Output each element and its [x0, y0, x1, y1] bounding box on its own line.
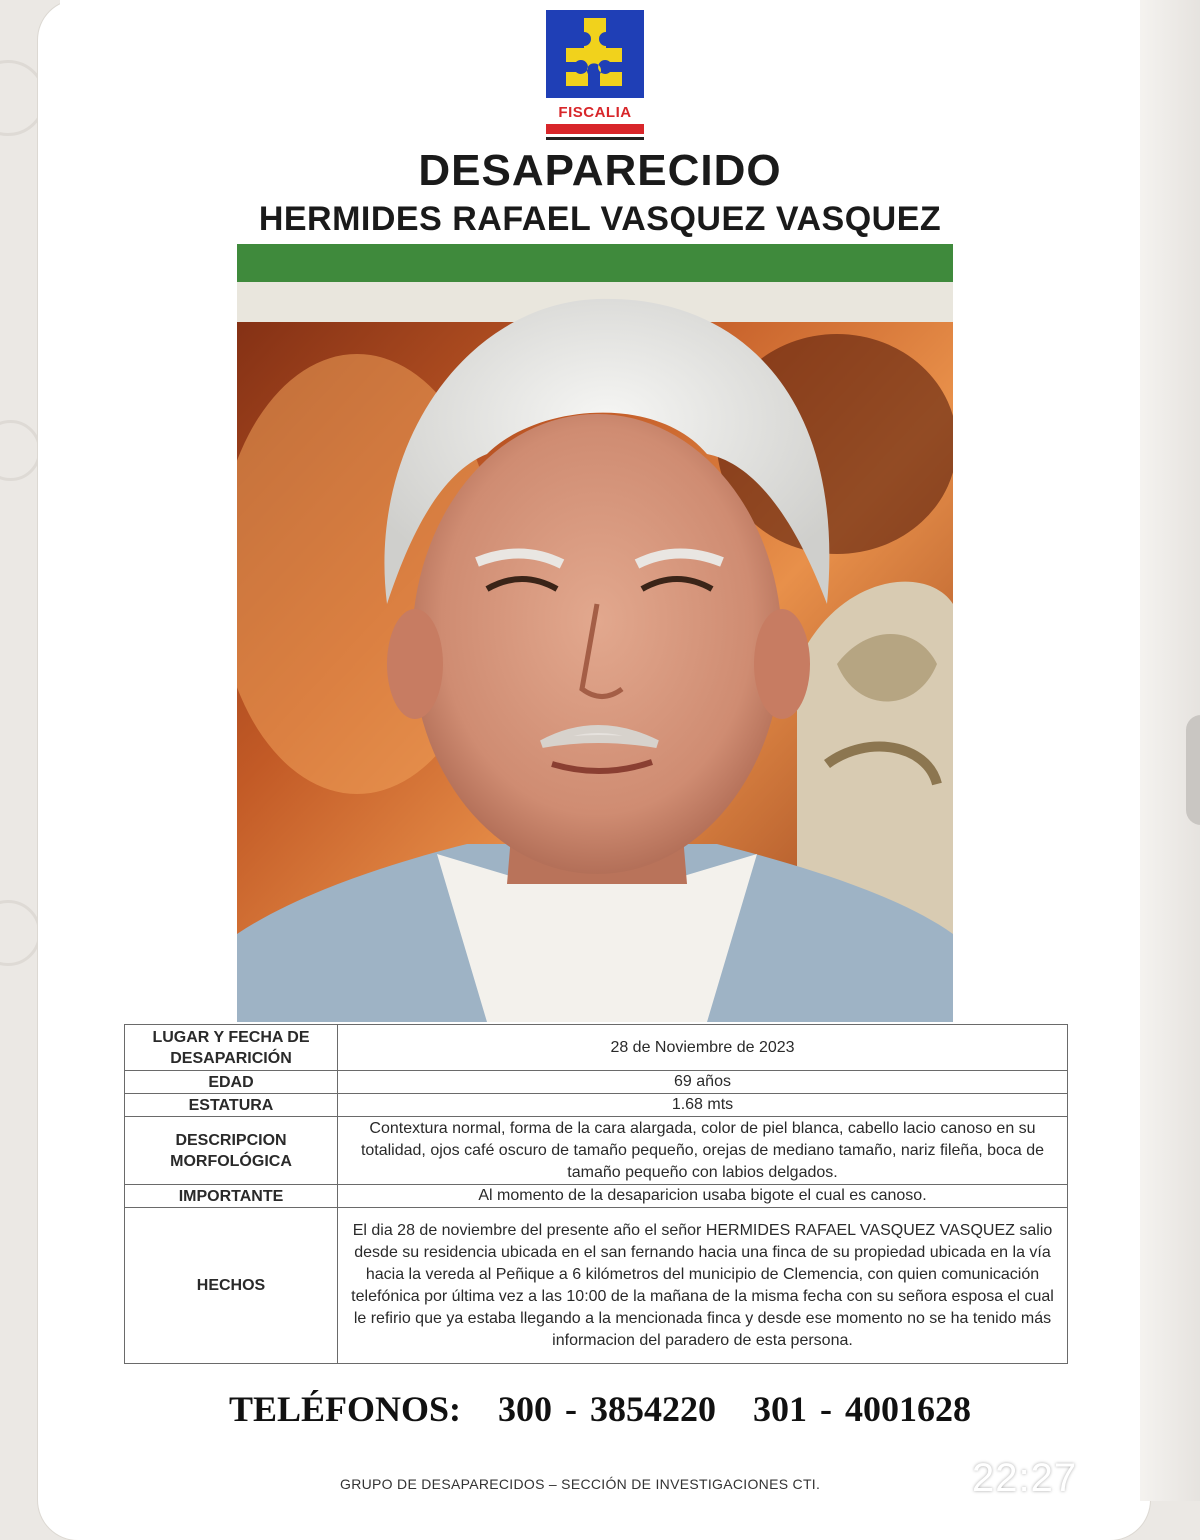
- row-label: EDAD: [125, 1071, 338, 1094]
- logo-divider: [546, 137, 644, 140]
- table-row: [125, 1071, 1068, 1094]
- poster-footer: GRUPO DE DESAPARECIDOS – SECCIÓN DE INVESTIGACIONES CTI.: [340, 1476, 821, 1492]
- table-row: [125, 1208, 1068, 1364]
- table-row: [125, 1094, 1068, 1117]
- row-value: 28 de Noviembre de 2023: [338, 1025, 1068, 1071]
- background-doodle: [0, 420, 41, 481]
- phones-label: TELÉFONOS:: [228, 1389, 462, 1429]
- row-value: 69 años: [338, 1071, 1068, 1094]
- logo-text: FISCALIA: [558, 104, 632, 121]
- row-label: IMPORTANTE: [125, 1185, 338, 1208]
- row-label: LUGAR Y FECHA DE DESAPARICIÓN: [125, 1025, 338, 1071]
- logo-banner: [546, 124, 644, 134]
- background-doodle: [0, 900, 41, 966]
- person-name: HERMIDES RAFAEL VASQUEZ VASQUEZ: [258, 200, 942, 238]
- row-label: DESCRIPCION MORFOLÓGICA: [125, 1117, 338, 1185]
- row-value: Al momento de la desaparicion usaba bigote el cual es canoso.: [338, 1185, 1068, 1208]
- logo-emblem: [546, 10, 644, 98]
- row-label: HECHOS: [125, 1208, 338, 1364]
- row-value: 1.68 mts: [338, 1094, 1068, 1117]
- poster-title: DESAPARECIDO: [418, 146, 782, 195]
- phone-number[interactable]: 301 - 4001628: [753, 1389, 972, 1429]
- table-row: [125, 1185, 1068, 1208]
- person-photo: [237, 244, 953, 1022]
- table-row: [125, 1025, 1068, 1071]
- phone-number[interactable]: 300 - 3854220: [498, 1389, 717, 1429]
- row-label: ESTATURA: [125, 1094, 338, 1117]
- scroll-handle[interactable]: [1186, 715, 1200, 825]
- table-row: [125, 1117, 1068, 1185]
- puzzle-piece-icon: [546, 10, 644, 98]
- row-value: El dia 28 de noviembre del presente año el señor HERMIDES RAFAEL VASQUEZ VASQUEZ salio desde su residencia ubicada en el san fernando hacia una finca de su propiedad ubicada en la vía hacia la vereda al Peñique a 6 kilómetros del municipio de Clemencia, con quien comunicación telefónica por última vez a las 10:00 de la mañana de la misma fecha con su señora esposa el cual le refirio que ya estaba llegando a la mencionada finca y desde ese momento no se ha tenido más informacion del paradero de esta persona.: [338, 1208, 1068, 1364]
- portrait-photo: [237, 244, 953, 1022]
- message-timestamp: 22:27: [972, 1456, 1078, 1500]
- phone-numbers: [60, 1388, 1140, 1430]
- row-value: Contextura normal, forma de la cara alargada, color de piel blanca, cabello lacio canoso en su totalidad, ojos café oscuro de tamaño pequeño, orejas de mediano tamaño, nariz fileña, boca de tamaño pequeño con labios delgados.: [338, 1117, 1068, 1185]
- info-table: [124, 1024, 1068, 1364]
- fiscalia-logo: [546, 10, 644, 138]
